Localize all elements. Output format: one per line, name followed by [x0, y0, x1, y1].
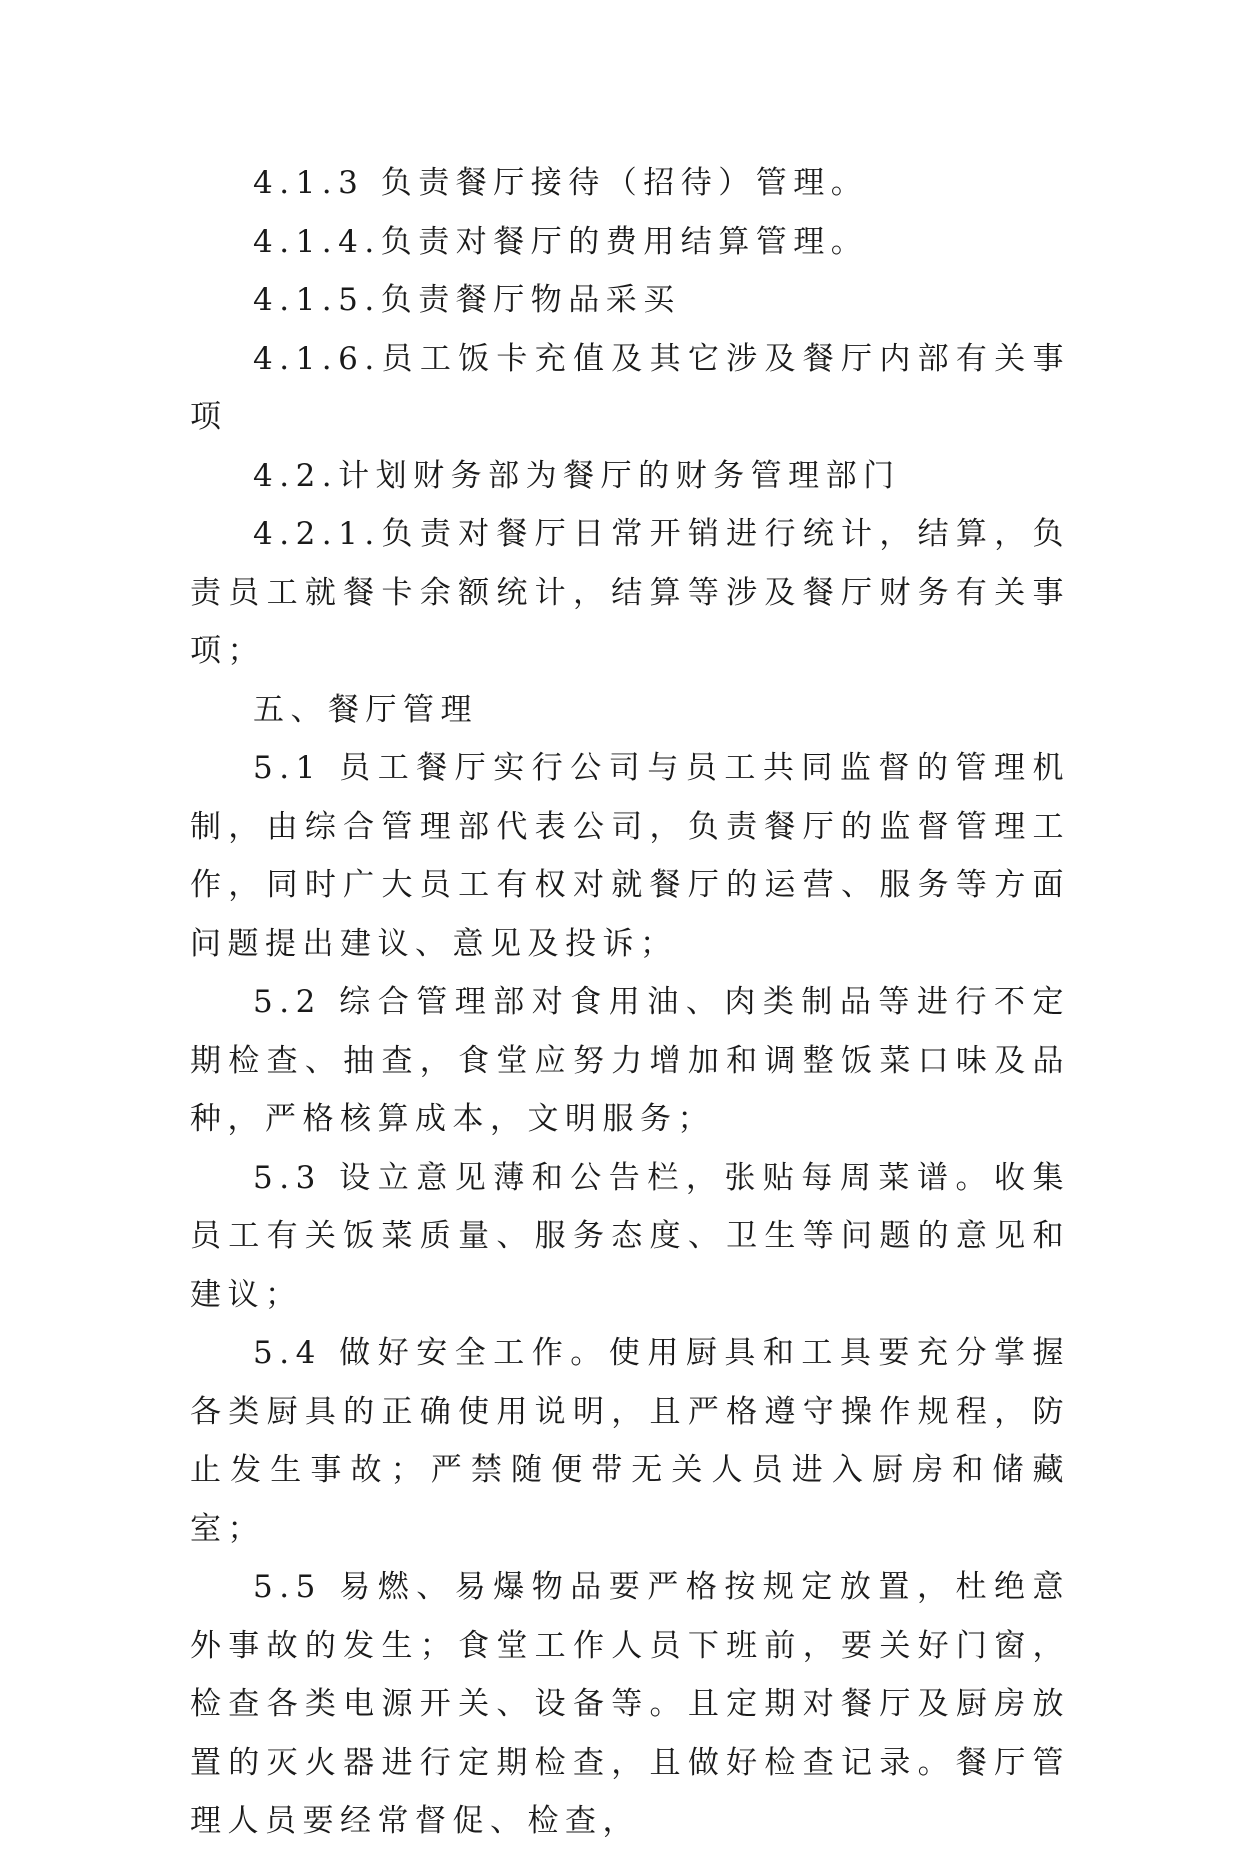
- paragraph-5-1: 5.1 员工餐厅实行公司与员工共同监督的管理机制，由综合管理部代表公司，负责餐厅的监督管理工作，同时广大员工有权对就餐厅的运营、服务等方面问题提出建议、意见及投诉；: [190, 750, 1070, 962]
- paragraph-5-2: 5.2 综合管理部对食用油、肉类制品等进行不定期检查、抽查，食堂应努力增加和调整饭菜口味及品种，严格核算成本，文明服务；: [190, 984, 1070, 1137]
- section-heading-5: 五、餐厅管理: [253, 691, 478, 728]
- paragraph-4-1-3: 4.1.3 负责餐厅接待（招待）管理。: [253, 165, 869, 201]
- document-body: [190, 154, 1070, 1851]
- paragraph-5-5: 5.5 易燃、易爆物品要严格按规定放置，杜绝意外事故的发生；食堂工作人员下班前，要关好门窗，检查各类电源开关、设备等。且定期对餐厅及厨房放置的灭火器进行定期检查，且做好检查记录。餐厅管理人员要经常督促、检查，: [190, 1569, 1070, 1839]
- paragraph-4-1-6: 4.1.6.员工饭卡充值及其它涉及餐厅内部有关事项: [190, 340, 1070, 435]
- paragraph-5-3: 5.3 设立意见薄和公告栏，张贴每周菜谱。收集员工有关饭菜质量、服务态度、卫生等问题的意见和建议；: [190, 1159, 1070, 1313]
- paragraph-4-2: 4.2.计划财务部为餐厅的财务管理部门: [253, 457, 901, 494]
- paragraph-4-1-5: 4.1.5.负责餐厅物品采买: [253, 282, 681, 318]
- paragraph-4-1-4: 4.1.4.负责对餐厅的费用结算管理。: [253, 223, 869, 260]
- paragraph-4-2-1: 4.2.1.负责对餐厅日常开销进行统计，结算，负责员工就餐卡余额统计，结算等涉及餐厅财务有关事项；: [190, 516, 1070, 669]
- paragraph-5-4: 5.4 做好安全工作。使用厨具和工具要充分掌握各类厨具的正确使用说明，且严格遵守操作规程，防止发生事故；严禁随便带无关人员进入厨房和储藏室；: [190, 1335, 1070, 1547]
